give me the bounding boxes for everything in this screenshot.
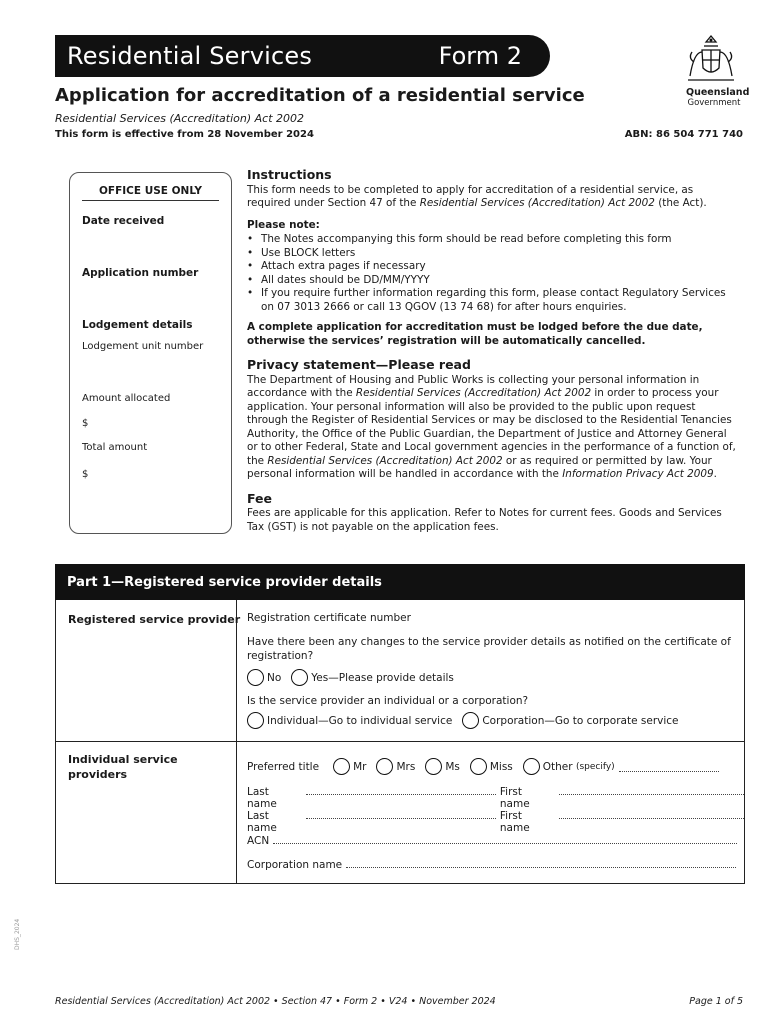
list-item: • Use BLOCK letters — [247, 247, 737, 261]
list-item: • If you require further information regarding this form, please contact Regulatory Services on 07 3013 2666 or call 13 QGOV (13 74 68) for after hours enquiries. — [247, 287, 737, 314]
office-use-box — [69, 172, 232, 534]
footer-text: Residential Services (Accreditation) Act 2002 • Section 47 • Form 2 • V24 • November 2024 — [55, 996, 496, 1007]
corporation-name-row — [247, 858, 736, 871]
radio-no[interactable]: No — [247, 669, 281, 686]
radio-miss[interactable]: Miss — [470, 758, 513, 775]
other-title-field[interactable] — [619, 762, 719, 772]
preferred-title-label: Preferred title — [247, 760, 320, 773]
form-number: Form 2 — [438, 42, 522, 70]
last-name-label: Last name — [247, 810, 277, 834]
document-code: DHS_2024 — [14, 918, 21, 950]
radio-other[interactable]: Other (specify) — [523, 758, 615, 775]
changes-question: Have there been any changes to the service provider details as notified on the certificate of registration? — [247, 636, 731, 662]
office-use-heading: OFFICE USE ONLY — [82, 185, 219, 201]
page-title: Application for accreditation of a residential service — [55, 85, 585, 106]
list-item: • Attach extra pages if necessary — [247, 260, 737, 274]
act-name: Residential Services (Accreditation) Act 2002 — [55, 112, 304, 125]
lodgement-warning: A complete application for accreditation must be lodged before the due date, otherwise the services’ registration will be automatically cancelled. — [247, 321, 703, 347]
acn-field[interactable] — [273, 834, 737, 844]
privacy-statement: The Department of Housing and Public Works is collecting your personal information in accordance with the Residential Services (Accreditation) Act 2002 in order to process your application. Your personal information will also be provided to the public upon request through the Register of Residential Services or may be disclosed to the Residential Tenancies Authority, the Office of the Public Guardian, the Department of Justice and Attorney General or to other Federal, State and Local government agencies in the performance of a function of, the Residential Services (Accreditation) Act 2002 or as required or permitted by law. Your personal information will be handled in accordance with the Information Privacy Act 2009. — [247, 373, 736, 480]
queensland-government-logo: Queensland Government — [686, 87, 750, 108]
instructions-intro: This form needs to be completed to apply for accreditation of a residential service, as required under Section 47 of the Residential Services (Accreditation) Act 2002 (the Act). — [247, 183, 707, 209]
amount-dollar: $ — [82, 418, 89, 429]
radio-mr[interactable]: Mr — [333, 758, 366, 775]
instructions-heading: Instructions — [247, 167, 332, 182]
first-name-label: First name — [499, 786, 530, 810]
name-row-2 — [247, 809, 744, 834]
last-name-field-2[interactable] — [306, 809, 496, 819]
last-name-field-1[interactable] — [306, 785, 496, 795]
notes-list — [247, 233, 737, 314]
effective-date: This form is effective from 28 November 2024 — [55, 129, 314, 140]
page-number: Page 1 of 5 — [689, 996, 743, 1007]
amount-allocated-label: Amount allocated — [82, 393, 171, 404]
provider-type-question: Is the service provider an individual or a corporation? — [247, 695, 529, 707]
total-dollar: $ — [82, 469, 89, 480]
list-item: • All dates should be DD/MM/YYYY — [247, 274, 737, 288]
privacy-heading: Privacy statement—Please read — [247, 357, 471, 372]
row-divider — [56, 741, 744, 742]
list-item: • The Notes accompanying this form should be read before completing this form — [247, 233, 737, 247]
application-number-label: Application number — [82, 267, 199, 279]
part1-heading: Part 1—Registered service provider details — [55, 564, 745, 600]
instructions-section — [247, 168, 737, 534]
changes-options — [247, 669, 464, 686]
radio-corporation[interactable]: Corporation—Go to corporate service — [462, 712, 678, 729]
part1-table — [55, 600, 745, 884]
please-note-label: Please note: — [247, 218, 320, 231]
fee-heading: Fee — [247, 490, 272, 506]
first-name-field-2[interactable] — [559, 809, 744, 819]
first-name-field-1[interactable] — [559, 785, 744, 795]
provider-type-options — [247, 712, 689, 729]
radio-ms[interactable]: Ms — [425, 758, 460, 775]
date-received-label: Date received — [82, 215, 165, 227]
acn-row — [247, 834, 737, 847]
registered-provider-label: Registered service provider — [68, 613, 241, 626]
corporation-name-label: Corporation name — [247, 859, 343, 871]
lodgement-details-label: Lodgement details — [82, 319, 193, 331]
radio-yes[interactable]: Yes—Please provide details — [291, 669, 454, 686]
lodgement-unit-label: Lodgement unit number — [82, 341, 204, 352]
first-name-label: First name — [499, 810, 530, 834]
radio-mrs[interactable]: Mrs — [376, 758, 415, 775]
abn: ABN: 86 504 771 740 — [624, 129, 743, 140]
radio-individual[interactable]: Individual—Go to individual service — [247, 712, 452, 729]
registration-cert-label: Registration certificate number — [247, 612, 411, 624]
fee-text: Fees are applicable for this application. Refer to Notes for current fees. Goods and Services Tax (GST) is not payable on the application fees. — [247, 507, 722, 533]
banner-title: Residential Services — [67, 42, 313, 70]
name-row-1 — [247, 785, 744, 810]
total-amount-label: Total amount — [82, 442, 148, 453]
form-banner — [55, 35, 550, 77]
last-name-label: Last name — [247, 786, 277, 810]
queensland-crest-icon — [682, 32, 740, 90]
corporation-name-field[interactable] — [346, 858, 736, 868]
individual-providers-label: Individual service providers — [68, 753, 178, 781]
acn-label: ACN — [247, 835, 270, 847]
preferred-title-row — [247, 758, 719, 775]
